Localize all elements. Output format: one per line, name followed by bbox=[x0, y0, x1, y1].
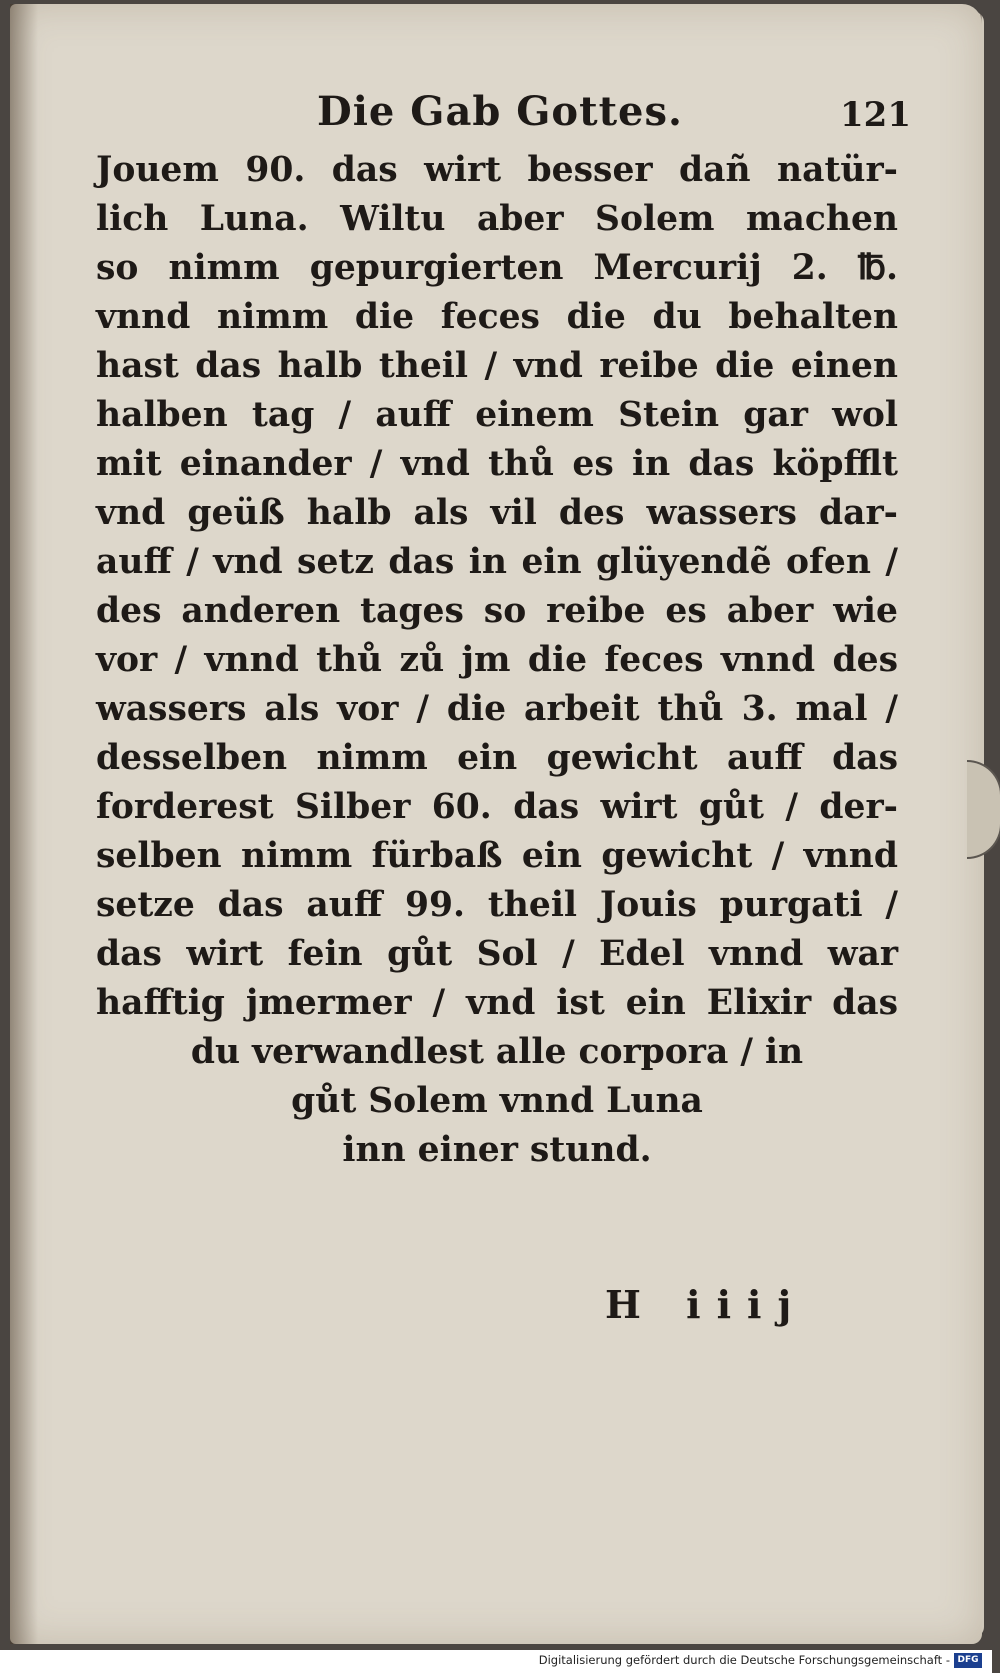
text-line: forderest Silber 60. das wirt gůt / der- bbox=[96, 787, 898, 827]
text-line: vnnd nimm die feces die du behalten bbox=[96, 297, 898, 337]
text-line: vor / vnnd thů zů jm die feces vnnd des bbox=[96, 640, 898, 680]
text-line: mit einander / vnd thů es in das köpfflt bbox=[96, 444, 898, 484]
body-text bbox=[96, 146, 898, 1175]
text-line: setze das auff 99. theil Jouis purgati / bbox=[96, 885, 898, 925]
page-tab bbox=[967, 760, 1000, 859]
text-line: selben nimm fürbaß ein gewicht / vnnd bbox=[96, 836, 898, 876]
text-line: vnd geüß halb als vil des wassers dar- bbox=[96, 493, 898, 533]
text-line: das wirt fein gůt Sol / Edel vnnd war bbox=[96, 934, 898, 974]
dfg-logo: DFG bbox=[954, 1653, 982, 1668]
closing-line: gůt Solem vnnd Luna bbox=[291, 1081, 703, 1121]
text-line: hast das halb theil / vnd reibe die einen bbox=[96, 346, 898, 386]
text-line: des anderen tages so reibe es aber wie bbox=[96, 591, 898, 631]
page-number: 121 bbox=[840, 95, 911, 135]
text-line: desselben nimm ein gewicht auff das bbox=[96, 738, 898, 778]
text-line: wassers als vor / die arbeit thů 3. mal / bbox=[96, 689, 898, 729]
closing-line: du verwandlest alle corpora / in bbox=[190, 1032, 804, 1072]
text-line: auff / vnd setz das in ein glüyendẽ ofen / bbox=[96, 542, 898, 582]
closing-line: inn einer stund. bbox=[342, 1130, 652, 1170]
text-line: lich Luna. Wiltu aber Solem machen bbox=[96, 199, 898, 239]
running-title: Die Gab Gottes. bbox=[317, 88, 683, 135]
page-gutter-shadow bbox=[10, 4, 38, 1644]
footer-bar bbox=[0, 1650, 992, 1673]
text-line: halben tag / auff einem Stein gar wol bbox=[96, 395, 898, 435]
funding-credit: Digitalisierung gefördert durch die Deutsche Forschungsgemeinschaft - bbox=[538, 1653, 950, 1667]
text-line: Jouem 90. das wirt besser dañ natür- bbox=[96, 150, 898, 190]
signature-mark: H iiij bbox=[605, 1282, 808, 1327]
text-line: so nimm gepurgierten Mercurij 2. ℔. bbox=[96, 248, 898, 288]
text-line: hafftig jmermer / vnd ist ein Elixir das bbox=[96, 983, 898, 1023]
